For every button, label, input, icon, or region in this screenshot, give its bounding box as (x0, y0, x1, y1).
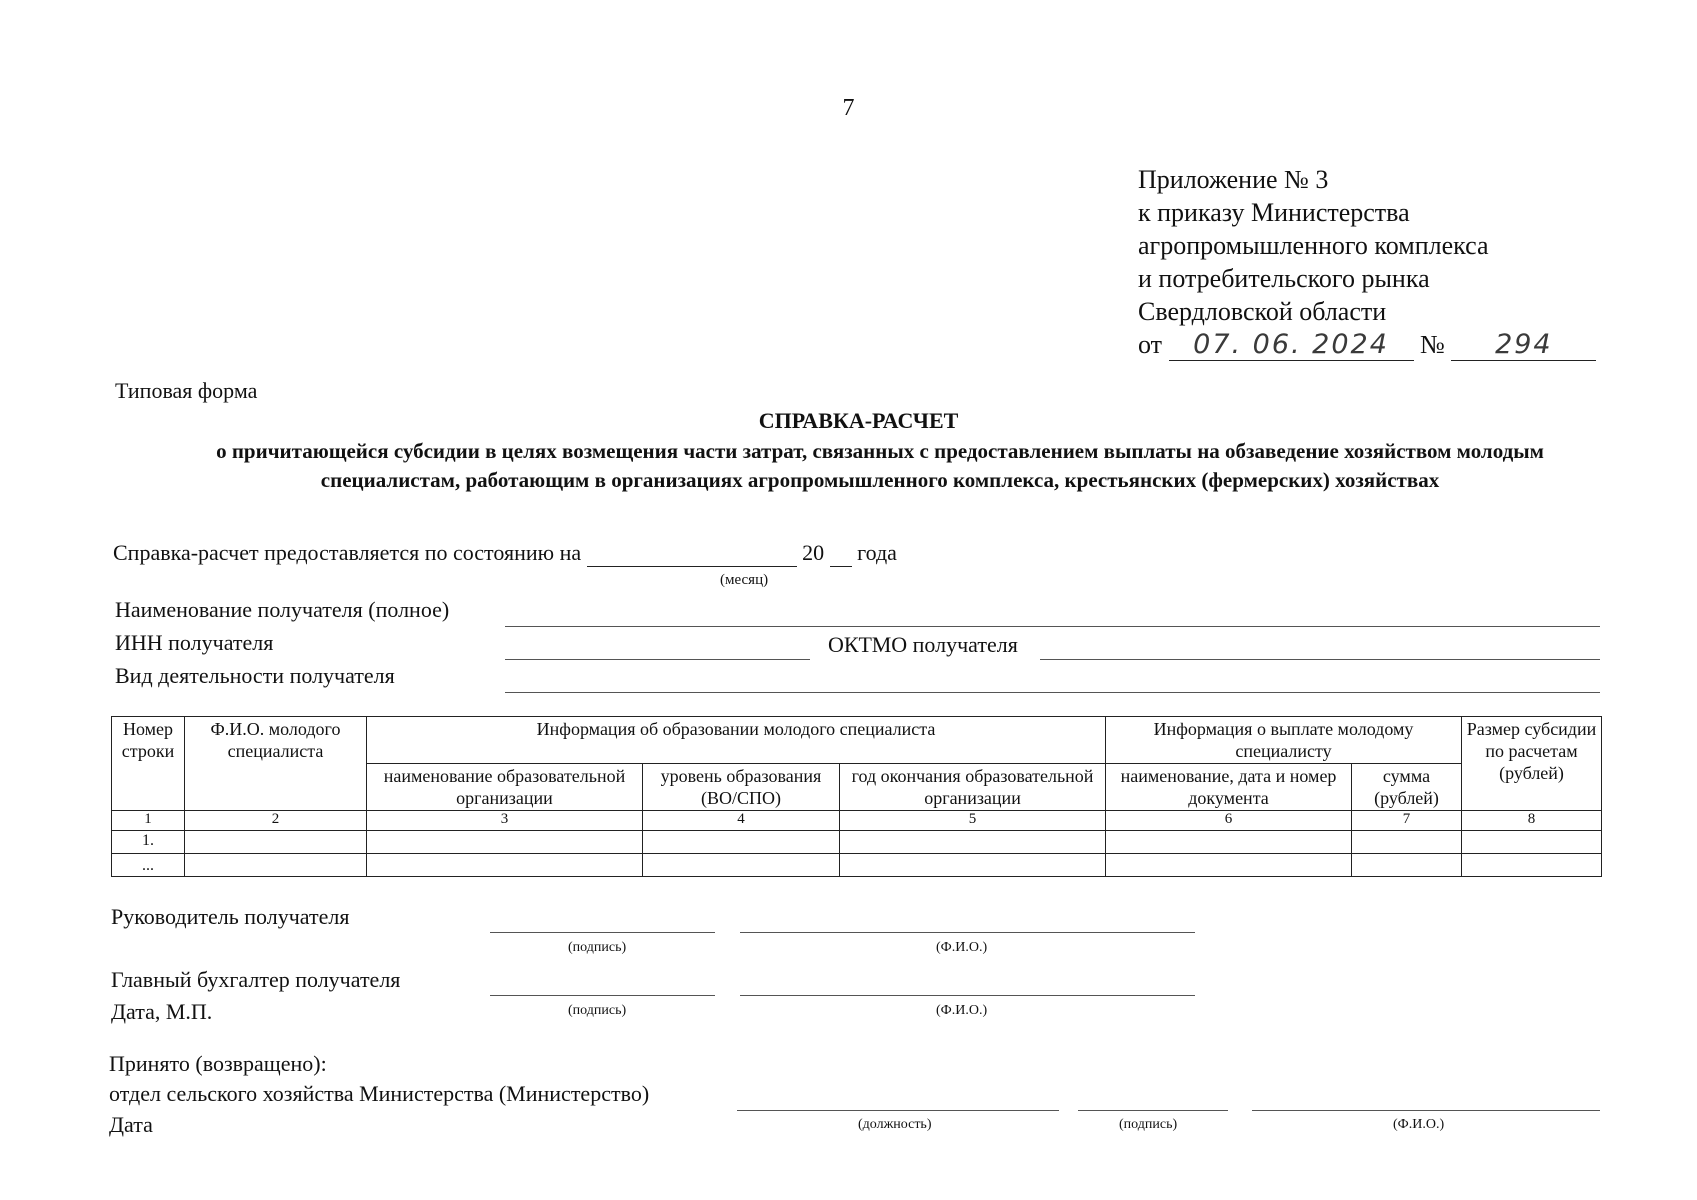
header-doc: наименование, дата и номер документа (1106, 764, 1352, 811)
status-prefix: Справка-расчет предоставляется по состоянию на (113, 540, 582, 565)
column-number: 2 (185, 811, 367, 831)
table-cell[interactable] (185, 831, 367, 854)
table-row (112, 831, 1602, 854)
row-number: 1. (112, 831, 185, 854)
oktmo-field[interactable] (1040, 659, 1600, 660)
document-subtitle: о причитающейся субсидии в целях возмещения части затрат, связанных с предоставлением выплаты на обзаведение хозяйством молодым специалистам, работающим в организациях агропромышленного комплекса, крестьянских (фермерских) хозяйствах (216, 439, 1544, 492)
date-label: Дата (109, 1112, 153, 1137)
handwritten-number: 294 (1451, 330, 1596, 361)
header-edu-org: наименование образовательной организации (367, 764, 643, 811)
column-number: 5 (840, 811, 1106, 831)
header-edu-level: уровень образования (ВО/СПО) (643, 764, 840, 811)
head-label: Руководитель получателя (111, 904, 350, 929)
status-line (113, 540, 897, 567)
hint-fio: (Ф.И.О.) (1393, 1117, 1445, 1132)
header-subsidy: Размер субсидии по расчетам (рублей) (1462, 717, 1602, 811)
hint-signature: (подпись) (568, 940, 627, 955)
inn-field[interactable] (505, 659, 810, 660)
approval-line-2: к приказу Министерства (1138, 198, 1410, 227)
approval-date-line (1138, 328, 1596, 361)
month-hint: (месяц) (720, 572, 769, 588)
table-cell[interactable] (643, 854, 840, 877)
column-number: 8 (1462, 811, 1602, 831)
approval-line-1: Приложение № 3 (1138, 165, 1329, 194)
hint-signature: (подпись) (1119, 1117, 1178, 1132)
table-cell[interactable] (840, 854, 1106, 877)
table-cell[interactable] (367, 831, 643, 854)
header-grad-year: год окончания образовательной организации (840, 764, 1106, 811)
head-signature-field[interactable] (490, 932, 715, 933)
head-fio-field[interactable] (740, 932, 1195, 933)
activity-label: Вид деятельности получателя (115, 663, 395, 688)
department-label: отдел сельского хозяйства Министерства (Министерство) (109, 1081, 650, 1106)
accountant-signature-field[interactable] (490, 995, 715, 996)
table-cell[interactable] (1352, 854, 1462, 877)
table-cell[interactable] (367, 854, 643, 877)
column-number: 3 (367, 811, 643, 831)
year-prefix: 20 (802, 540, 825, 565)
table-cell[interactable] (1462, 854, 1602, 877)
column-number: 1 (112, 811, 185, 831)
approval-line-5: Свердловской области (1138, 297, 1387, 326)
inn-label: ИНН получателя (115, 630, 274, 655)
table-cell[interactable] (1106, 831, 1352, 854)
document-title: СПРАВКА-РАСЧЕТ (758, 408, 959, 433)
hint-position: (должность) (858, 1117, 932, 1132)
oktmo-label: ОКТМО получателя (828, 632, 1018, 657)
from-label: от (1138, 330, 1163, 359)
accept-fio-field[interactable] (1252, 1110, 1600, 1111)
column-number: 6 (1106, 811, 1352, 831)
approval-block (1138, 163, 1596, 361)
table-cell[interactable] (1106, 854, 1352, 877)
status-suffix: года (857, 540, 897, 565)
subsidy-table (111, 716, 1602, 877)
form-type-label: Типовая форма (115, 378, 258, 403)
accountant-fio-field[interactable] (740, 995, 1195, 996)
recipient-name-field[interactable] (505, 626, 1600, 627)
accepted-label: Принято (возвращено): (109, 1051, 327, 1076)
handwritten-date: 07. 06. 2024 (1169, 330, 1414, 361)
hint-fio: (Ф.И.О.) (936, 1003, 988, 1018)
position-field[interactable] (737, 1110, 1059, 1111)
activity-field[interactable] (505, 692, 1600, 693)
table-cell[interactable] (185, 854, 367, 877)
approval-line-4: и потребительского рынка (1138, 264, 1430, 293)
row-number: ... (112, 854, 185, 877)
number-label: № (1420, 330, 1445, 359)
header-payment-group: Информация о выплате молодому специалисту (1106, 717, 1462, 764)
chief-accountant-label: Главный бухгалтер получателя (111, 967, 401, 992)
table-cell[interactable] (840, 831, 1106, 854)
accept-signature-field[interactable] (1078, 1110, 1228, 1111)
year-field[interactable] (830, 540, 852, 567)
header-fio: Ф.И.О. молодого специалиста (185, 717, 367, 811)
recipient-name-label: Наименование получателя (полное) (115, 597, 450, 622)
column-number: 7 (1352, 811, 1462, 831)
table-cell[interactable] (1462, 831, 1602, 854)
month-field[interactable] (587, 540, 797, 567)
date-stamp-label: Дата, М.П. (111, 999, 213, 1024)
table-row (112, 854, 1602, 877)
header-sum: сумма (рублей) (1352, 764, 1462, 811)
column-number-row (112, 811, 1602, 831)
table-cell[interactable] (643, 831, 840, 854)
hint-signature: (подпись) (568, 1003, 627, 1018)
approval-line-3: агропромышленного комплекса (1138, 231, 1489, 260)
hint-fio: (Ф.И.О.) (936, 940, 988, 955)
table-cell[interactable] (1352, 831, 1462, 854)
page-number: 7 (842, 95, 855, 121)
header-education-group: Информация об образовании молодого специалиста (367, 717, 1106, 764)
column-number: 4 (643, 811, 840, 831)
header-row-number: Номер строки (112, 717, 185, 811)
